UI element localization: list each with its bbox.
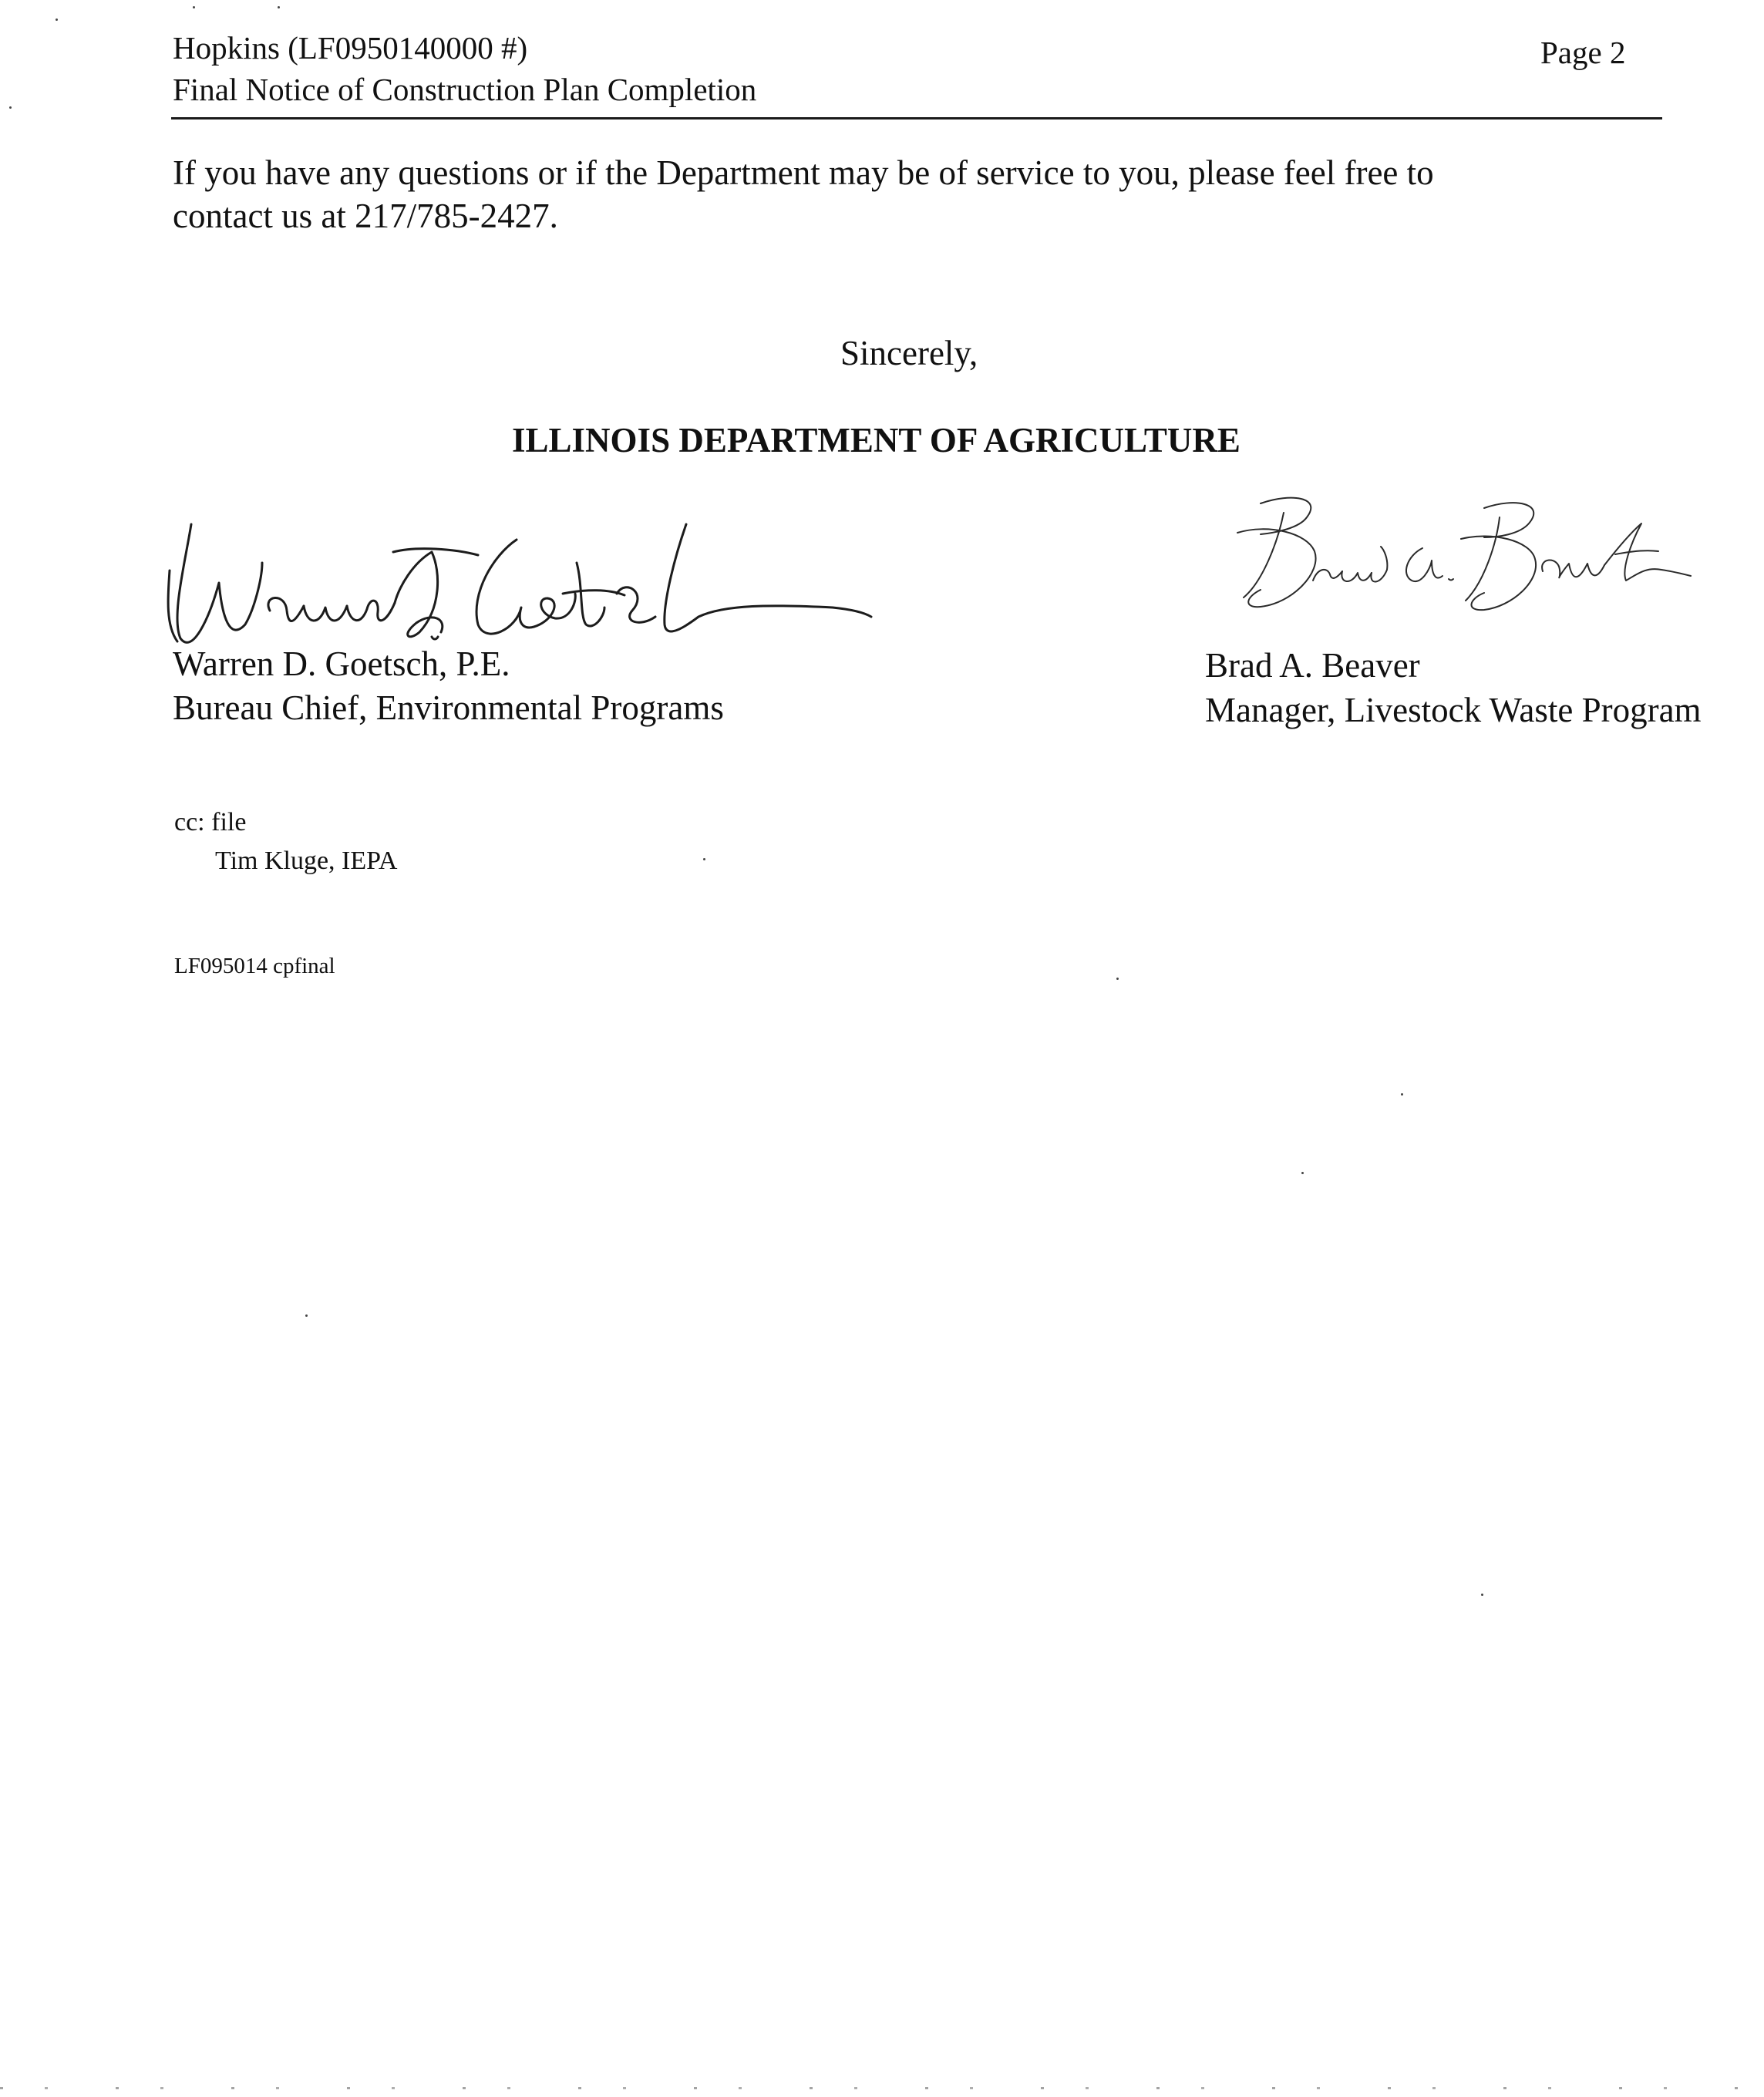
signatory-title-2: Manager, Livestock Waste Program xyxy=(1205,691,1702,729)
cc-line-1: cc: file xyxy=(174,808,247,836)
body-line-1: If you have any questions or if the Department may be of service to you, please feel free to xyxy=(173,153,1434,192)
page-number: Page 2 xyxy=(1540,35,1626,70)
signature-beaver xyxy=(1230,490,1692,624)
header-line-2: Final Notice of Construction Plan Completion xyxy=(173,72,757,107)
body-line-2: contact us at 217/785-2427. xyxy=(173,197,558,235)
organization-name: ILLINOIS DEPARTMENT OF AGRICULTURE xyxy=(512,421,1241,459)
signatory-title-1: Bureau Chief, Environmental Programs xyxy=(173,688,724,727)
closing: Sincerely, xyxy=(840,334,978,372)
scan-speck xyxy=(1301,1172,1304,1174)
scan-speck xyxy=(1116,978,1119,980)
scan-speck xyxy=(703,858,705,860)
scan-speck xyxy=(1481,1594,1483,1596)
scan-speck xyxy=(1401,1093,1403,1096)
scan-speck xyxy=(9,106,12,109)
header-rule xyxy=(171,117,1662,119)
scan-speck xyxy=(193,6,195,8)
file-reference: LF095014 cpfinal xyxy=(174,954,335,978)
cc-line-2: Tim Kluge, IEPA xyxy=(215,847,398,875)
scan-speck xyxy=(56,19,58,21)
signature-goetsch xyxy=(154,509,894,663)
signatory-name-1: Warren D. Goetsch, P.E. xyxy=(173,645,510,683)
header-line-1: Hopkins (LF0950140000 #) xyxy=(173,30,528,66)
scan-speck xyxy=(278,6,280,8)
scan-speck xyxy=(305,1314,308,1317)
scan-edge-noise xyxy=(0,2087,1764,2089)
signatory-name-2: Brad A. Beaver xyxy=(1205,646,1420,685)
